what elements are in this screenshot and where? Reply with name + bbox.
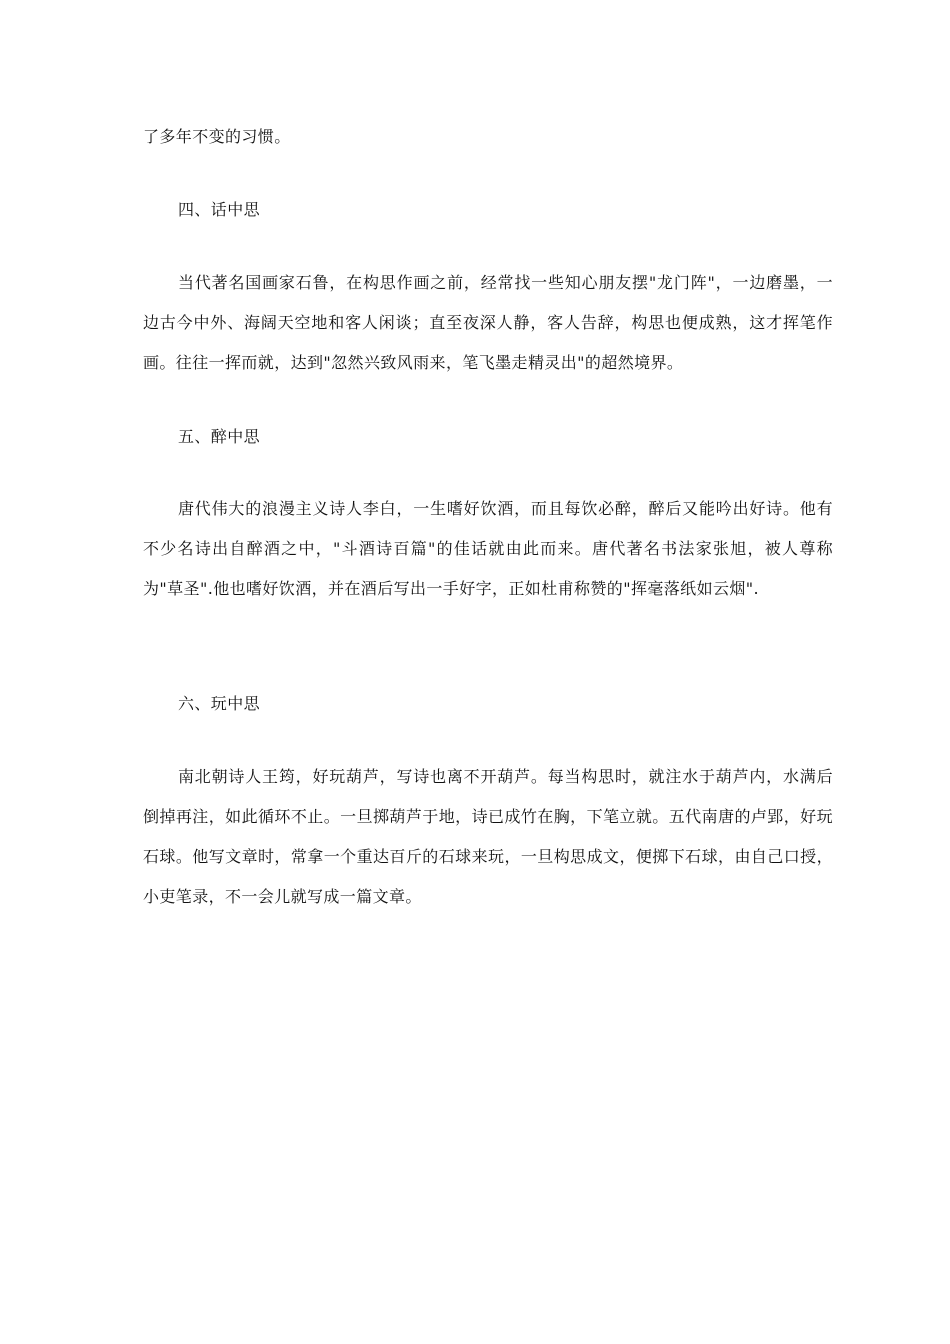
section-paragraph-speech: 当代著名国画家石鲁，在构思作画之前，经常找一些知心朋友摆"龙门阵"，一边磨墨，一边古今中外、海阔天空地和客人闲谈；直至夜深人静，客人告辞，构思也便成熟，这才挥笔作画。往往一挥而就，达到"忽然兴致风雨来，笔飞墨走精灵出"的超然境界。 [143, 273, 833, 372]
continuation-paragraph: 了多年不变的习惯。 [143, 127, 291, 146]
section-heading-speech: 四、话中思 [178, 200, 261, 219]
section-heading-drunk: 五、醉中思 [178, 427, 261, 446]
section-paragraph-drunk: 唐代伟大的浪漫主义诗人李白，一生嗜好饮酒，而且每饮必醉，醉后又能吟出好诗。他有不少名诗出自醉酒之中，"斗酒诗百篇"的佳话就由此而来。唐代著名书法家张旭，被人尊称为"草圣".他也嗜好饮酒，并在酒后写出一手好字，正如杜甫称赞的"挥毫落纸如云烟". [143, 499, 833, 598]
section-heading-play: 六、玩中思 [178, 694, 261, 713]
section-paragraph-play: 南北朝诗人王筠，好玩葫芦，写诗也离不开葫芦。每当构思时，就注水于葫芦内，水满后倒掉再注，如此循环不止。一旦掷葫芦于地，诗已成竹在胸，下笔立就。五代南唐的卢郢，好玩石球。他写文章时，常拿一个重达百斤的石球来玩，一旦构思成文，便掷下石球，由自己口授，小吏笔录，不一会儿就写成一篇文章。 [143, 767, 833, 906]
